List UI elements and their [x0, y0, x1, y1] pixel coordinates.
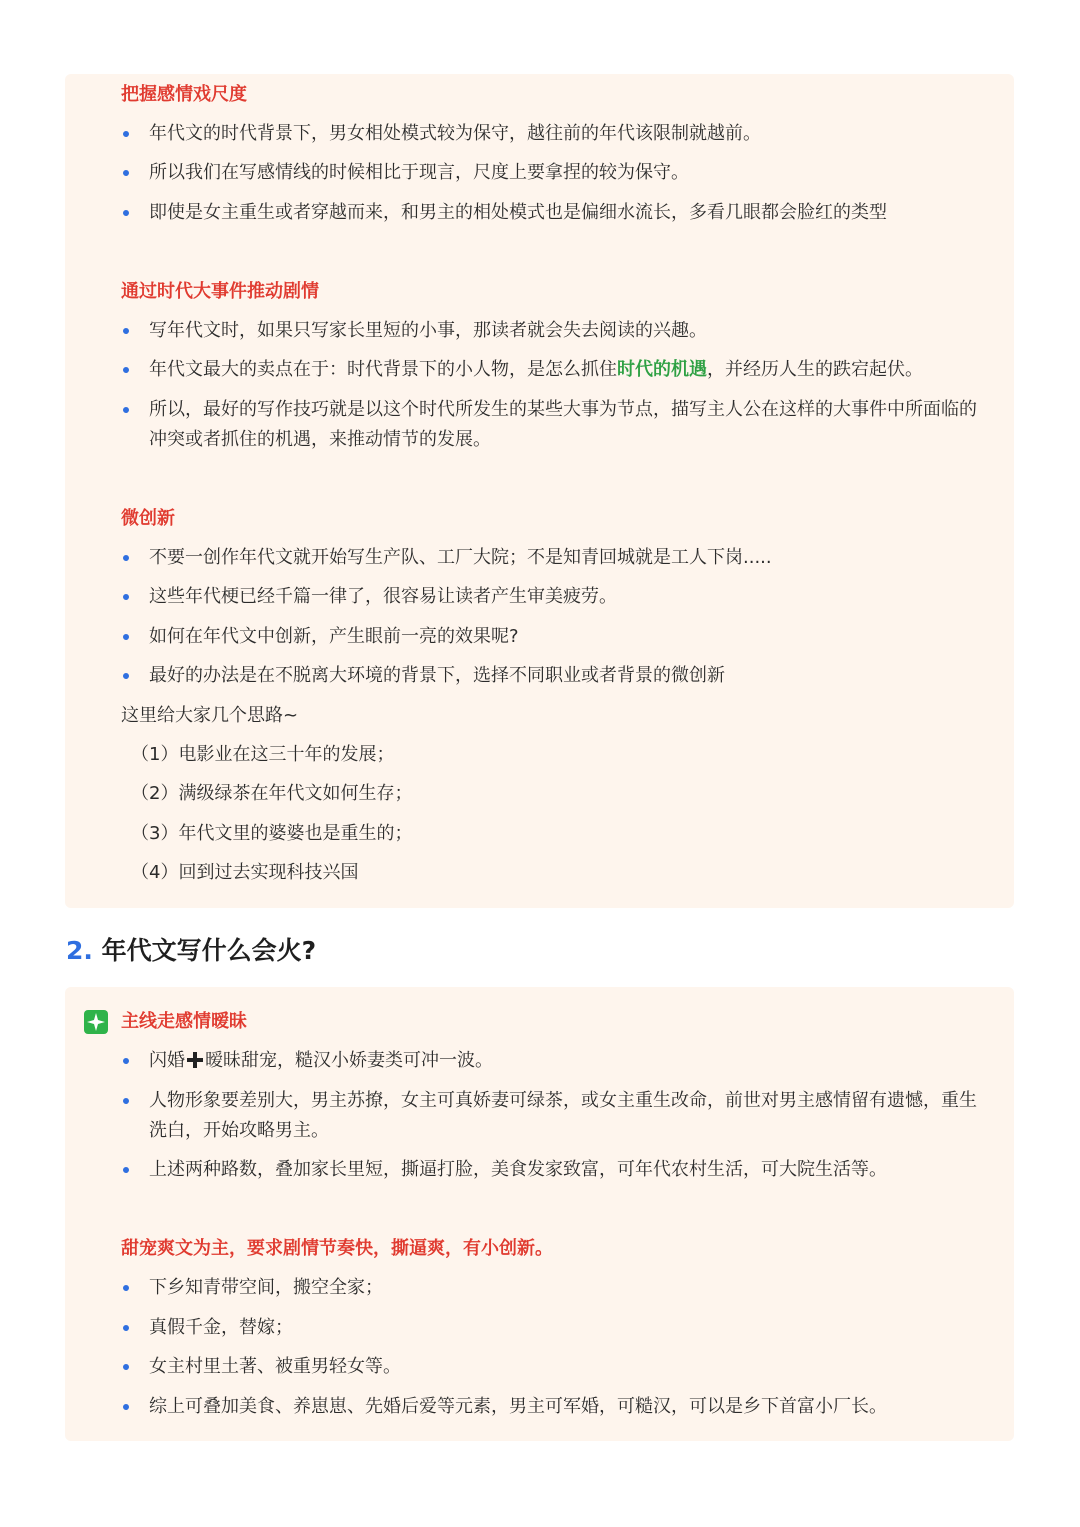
list-item: 综上可叠加美食、养崽崽、先婚后爱等元素，男主可军婚，可糙汉，可以是乡下首富小厂长。 — [149, 1396, 887, 1417]
bullet-icon — [121, 358, 130, 382]
list-item: 不要一创作年代文就开始写生产队、工厂大院；不是知青回城就是工人下岗..... — [149, 547, 772, 568]
bullet-icon — [121, 585, 130, 609]
list-item — [149, 1046, 994, 1076]
list-item: 如何在年代文中创新，产生眼前一亮的效果呢? — [149, 626, 519, 647]
bullet-icon — [121, 1395, 130, 1419]
list-item: 下乡知青带空间，搬空全家； — [149, 1277, 383, 1298]
list-item: 所以我们在写感情线的时候相比于现言，尺度上要拿捏的较为保守。 — [149, 162, 689, 183]
bullet-icon — [121, 398, 130, 422]
section-number: 2. — [66, 936, 93, 965]
section-title — [66, 934, 316, 968]
list-item-text: 年代文最大的卖点在于：时代背景下的小人物，是怎么抓住 — [149, 359, 617, 380]
idea-item: （3）年代文里的婆婆也是重生的； — [131, 823, 413, 844]
heading-romance-main: 主线走感情暧昧 — [121, 1011, 247, 1032]
list-item: 这些年代梗已经千篇一律了，很容易让读者产生审美疲劳。 — [149, 586, 617, 607]
list-item: 人物形象要差别大，男主苏撩，女主可真娇妻可绿茶，或女主重生改命，前世对男主感情留有遗憾，重生洗白，开始攻略男主。 — [149, 1090, 977, 1141]
list-item: 所以，最好的写作技巧就是以这个时代所发生的某些大事为节点，描写主人公在这样的大事件中所面临的冲突或者抓住的机遇，来推动情节的发展。 — [149, 399, 977, 450]
bullet-icon — [121, 664, 130, 688]
bullet-icon — [121, 1355, 130, 1379]
bullet-icon — [121, 1158, 130, 1182]
idea-item: （4）回到过去实现科技兴国 — [131, 862, 359, 883]
bullet-icon — [121, 546, 130, 570]
list-item: 即使是女主重生或者穿越而来，和男主的相处模式也是偏细水流长，多看几眼都会脸红的类型 — [149, 202, 887, 223]
list-item-text: ，并经历人生的跌宕起伏。 — [707, 359, 923, 380]
list-item: 真假千金，替嫁； — [149, 1317, 293, 1338]
list-item — [149, 355, 994, 385]
heading-sweet-genre: 甜宠爽文为主，要求剧情节奏快，撕逼爽，有小创新。 — [121, 1238, 553, 1259]
list-item: 最好的办法是在不脱离大环境的背景下，选择不同职业或者背景的微创新 — [149, 665, 725, 686]
section-title-text: 年代文写什么会火? — [101, 936, 317, 965]
heading-major-events: 通过时代大事件推动剧情 — [121, 281, 319, 302]
list-item-text: 闪婚 — [149, 1050, 185, 1071]
plus-icon — [187, 1052, 203, 1068]
bullet-icon — [121, 1276, 130, 1300]
list-item: 写年代文时，如果只写家长里短的小事，那读者就会失去阅读的兴趣。 — [149, 320, 707, 341]
bullet-icon — [121, 1049, 130, 1073]
bullet-icon — [121, 319, 130, 343]
list-item: 上述两种路数，叠加家长里短，撕逼打脸，美食发家致富，可年代农村生活，可大院生活等。 — [149, 1159, 887, 1180]
list-item: 年代文的时代背景下，男女相处模式较为保守，越往前的年代该限制就越前。 — [149, 123, 761, 144]
sparkle-icon — [84, 1010, 108, 1034]
idea-item: （1）电影业在这三十年的发展； — [131, 744, 395, 765]
heading-emotion-scale: 把握感情戏尺度 — [121, 84, 247, 105]
bullet-icon — [121, 625, 130, 649]
idea-item: （2）满级绿茶在年代文如何生存； — [131, 783, 413, 804]
list-item-text: 暧昧甜宠，糙汉小娇妻类可冲一波。 — [205, 1050, 493, 1071]
bullet-icon — [121, 122, 130, 146]
bullet-icon — [121, 1089, 130, 1113]
highlight-text: 时代的机遇 — [617, 359, 707, 380]
ideas-intro: 这里给大家几个思路~ — [121, 705, 299, 726]
heading-micro-innovation: 微创新 — [121, 508, 175, 529]
bullet-icon — [121, 161, 130, 185]
bullet-icon — [121, 201, 130, 225]
bullet-icon — [121, 1316, 130, 1340]
list-item: 女主村里土著、被重男轻女等。 — [149, 1356, 401, 1377]
